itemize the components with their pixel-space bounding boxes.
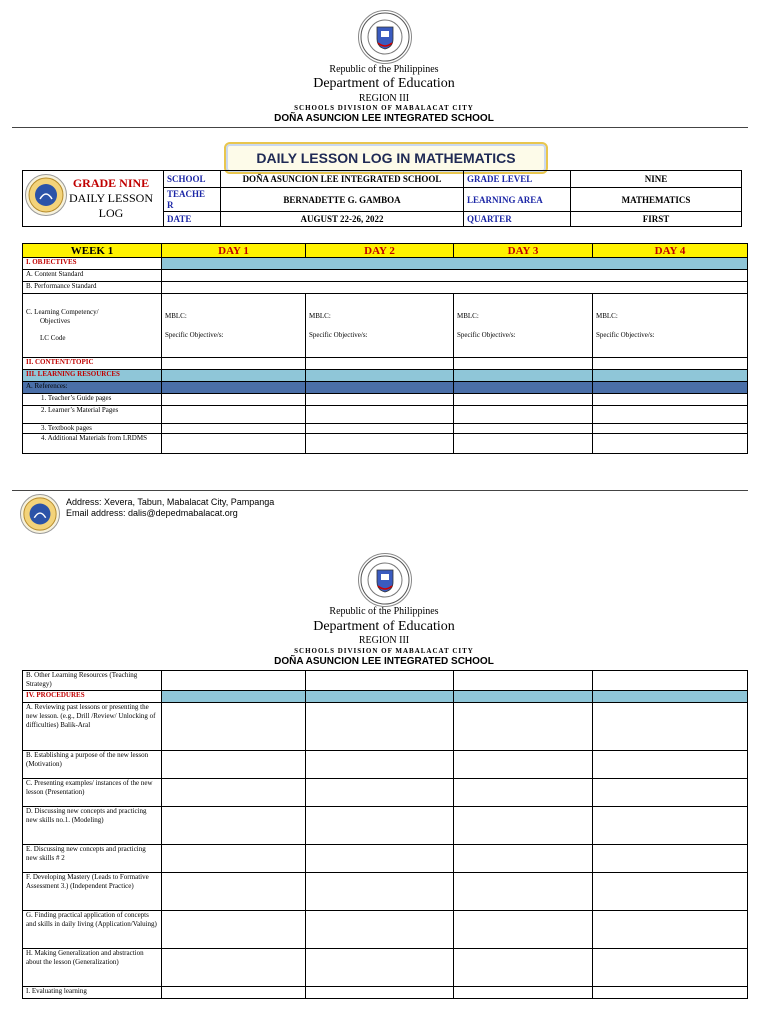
competency-line-1: C. Learning Competency/: [26, 308, 99, 316]
performance-standard-cell: [162, 282, 748, 294]
quarter-value: FIRST: [571, 212, 742, 227]
school-value: DOÑA ASUNCION LEE INTEGRATED SCHOOL: [221, 171, 464, 188]
republic-text: Republic of the Philippines: [329, 64, 439, 75]
references-label: A. References:: [23, 382, 162, 394]
deped-seal-logo: [358, 10, 412, 64]
mblc-label: MBLC:: [165, 311, 187, 320]
day-3-competency: [454, 294, 593, 358]
deped-seal-logo-2: [358, 553, 412, 607]
procedure-item: E. Discussing new concepts and practicing new skills # 2: [23, 845, 162, 873]
teacher-value: BERNADETTE G. GAMBOA: [221, 188, 464, 212]
department-text: Department of Education: [313, 76, 455, 91]
procedure-item: F. Developing Mastery (Leads to Formative Assessment 3.) (Independent Practice): [23, 873, 162, 911]
mblc-label: MBLC:: [457, 311, 479, 320]
lc-code-label: LC Code: [40, 334, 66, 342]
objectives-bar: [162, 258, 748, 270]
content-topic-section: II. CONTENT/TOPIC: [23, 358, 162, 370]
ref-item: 3. Textbook pages: [23, 424, 162, 434]
region-text: REGION III: [358, 93, 410, 104]
ref-item: 4. Additional Materials from LRDMS: [23, 434, 162, 454]
day-4-header: DAY 4: [593, 244, 748, 258]
specific-objective-label: Specific Objective/s:: [457, 330, 516, 339]
header-divider: [12, 127, 748, 128]
grade-level-label: GRADE LEVEL: [464, 171, 571, 188]
content-standard-label: A. Content Standard: [23, 270, 162, 282]
learning-competency-label: [23, 294, 162, 358]
grade-nine-label: GRADE NINE: [72, 176, 150, 190]
mblc-label: MBLC:: [596, 311, 618, 320]
procedure-item: H. Making Generalization and abstraction about the lesson (Generalization): [23, 949, 162, 987]
day-2-header: DAY 2: [306, 244, 454, 258]
mblc-label: MBLC:: [309, 311, 331, 320]
content-standard-cell: [162, 270, 748, 282]
other-resources-label: B. Other Learning Resources (Teaching Strategy): [23, 671, 162, 691]
week-header: WEEK 1: [23, 244, 162, 258]
learning-resources-section: III. LEARNING RESOURCES: [23, 370, 162, 382]
school-label: SCHOOL: [164, 171, 221, 188]
dll-label-2: LOG: [98, 206, 124, 220]
day-1-header: DAY 1: [162, 244, 306, 258]
day-3-header: DAY 3: [454, 244, 593, 258]
objectives-section: I. OBJECTIVES: [23, 258, 162, 270]
email-text: Email address: dalis@depedmabalacat.org: [66, 508, 238, 518]
specific-objective-label: Specific Objective/s:: [596, 330, 655, 339]
teacher-label-1: TEACHE: [167, 188, 206, 199]
ref-item: 1. Teacher’s Guide pages: [23, 394, 162, 406]
division-text: SCHOOLS DIVISION OF MABALACAT CITY: [294, 104, 474, 112]
procedure-item: G. Finding practical application of concepts and skills in daily living (Application/Valuing): [23, 911, 162, 949]
competency-line-2: Objectives: [40, 317, 70, 325]
republic-text-2: Republic of the Philippines: [329, 606, 439, 617]
lesson-log-table-2: [22, 670, 748, 999]
region-text-2: REGION III: [358, 635, 410, 646]
ref-item: 2. Learner’s Material Pages: [23, 406, 162, 424]
date-label: DATE: [164, 212, 221, 227]
lesson-log-table-1: [22, 243, 748, 454]
school-logo: [25, 174, 67, 216]
info-table: [22, 170, 742, 227]
learning-area-label: LEARNING AREA: [464, 188, 571, 212]
footer-divider: [12, 490, 748, 491]
day-1-competency: [162, 294, 306, 358]
day-2-competency: [306, 294, 454, 358]
day-4-competency: [593, 294, 748, 358]
specific-objective-label: Specific Objective/s:: [309, 330, 368, 339]
date-value: AUGUST 22-26, 2022: [221, 212, 464, 227]
department-text-2: Department of Education: [313, 619, 455, 634]
procedure-item: I. Evaluating learning: [23, 987, 162, 999]
procedures-section: IV. PROCEDURES: [23, 691, 162, 703]
school-logo-footer: [20, 494, 60, 534]
procedure-item: D. Discussing new concepts and practicing new skills no.1. (Modeling): [23, 807, 162, 845]
procedure-item: B. Establishing a purpose of the new lesson (Motivation): [23, 751, 162, 779]
dll-label-1: DAILY LESSON: [68, 191, 154, 205]
specific-objective-label: Specific Objective/s:: [165, 330, 224, 339]
school-name-text: DOÑA ASUNCION LEE INTEGRATED SCHOOL: [274, 113, 494, 124]
quarter-label: QUARTER: [464, 212, 571, 227]
performance-standard-label: B. Performance Standard: [23, 282, 162, 294]
learning-area-value: MATHEMATICS: [571, 188, 742, 212]
page-title: DAILY LESSON LOG IN MATHEMATICS: [224, 142, 548, 174]
teacher-label: [164, 188, 221, 212]
grade-level-value: NINE: [571, 171, 742, 188]
grade-cell: [23, 171, 164, 227]
address-text: Address: Xevera, Tabun, Mabalacat City, Pampanga: [66, 497, 275, 507]
procedure-item: A. Reviewing past lessons or presenting the new lesson. (e.g., Drill /Review/ Unlocking of difficulties) Balik-Aral: [23, 703, 162, 751]
procedure-item: C. Presenting examples/ instances of the new lesson (Presentation): [23, 779, 162, 807]
teacher-label-2: R: [167, 199, 174, 210]
school-name-text-2: DOÑA ASUNCION LEE INTEGRATED SCHOOL: [274, 656, 494, 667]
division-text-2: SCHOOLS DIVISION OF MABALACAT CITY: [294, 647, 474, 655]
